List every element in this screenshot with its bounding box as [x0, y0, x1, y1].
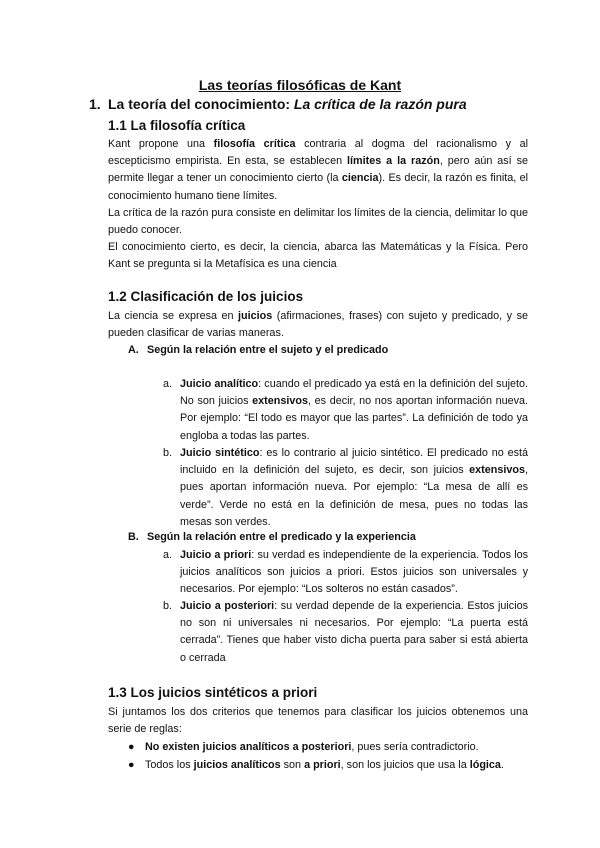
list-item-juicio-a-posteriori: b. Juicio a posteriori: su verdad depende de la experiencia. Estos juicios no son ni universales ni necesarios. Por ejemplo: “La puerta está cerrada”. Tienes que haber visto dicha puerta para saber si está abierta o cerrada — [163, 600, 528, 664]
paragraph-juicios: La ciencia se expresa en juicios (afirmaciones, frases) con sujeto y predicado, y se pueden clasificar de varias maneras. — [108, 310, 528, 340]
document-title: Las teorías filosóficas de Kant — [198, 77, 402, 93]
bullet-item-analiticos-priori: ● Todos los juicios analíticos son a priori, son los juicios que usa la lógica. — [128, 757, 528, 774]
subsection-1-1-heading: 1.1 La filosofía crítica — [108, 118, 246, 133]
section-1-heading — [89, 96, 467, 112]
paragraph-critica-razon-pura: La crítica de la razón pura consiste en delimitar los límites de la ciencia, delimitar lo que puedo conocer. — [108, 207, 528, 237]
paragraph-kant-critica: Kant propone una filosofía crítica contraria al dogma del racionalismo y al escepticismo empirista. En esta, se establecen límites a la razón, pero aún así se permite llegar a tener un conocimiento cierto (la ciencia). Es decir, la razón es finita, el conocimiento humano tiene límites. — [108, 138, 528, 202]
list-item-juicio-analitico: a. Juicio analítico: cuando el predicado ya está en la definición del sujeto. No son juicios extensivos, es decir, no nos aportan información nueva. Por ejemplo: “El todo es mayor que las partes”. La definición de todo ya engloba a todas las partes. — [163, 378, 529, 442]
subsection-1-3-heading: 1.3 Los juicios sintéticos a priori — [108, 685, 318, 700]
criterion-a-heading: A. Según la relación entre el sujeto y el predicado — [128, 344, 389, 356]
bullet-icon: ● — [128, 759, 135, 771]
list-item-juicio-a-priori: a. Juicio a priori: su verdad es independiente de la experiencia. Todos los juicios analíticos son juicios a priori. Estos juicios son universales y necesarios. Por ejemplo: “Los solteros no están casados”. — [163, 549, 528, 596]
bullet-icon: ● — [128, 741, 135, 753]
paragraph-conocimiento-cierto: El conocimiento cierto, es decir, la ciencia, abarca las Matemáticas y la Física. Pero Kant se pregunta si la Metafísica es una ciencia — [108, 241, 528, 271]
section-1-title-italic: La crítica de la razón pura — [293, 96, 467, 112]
subsection-1-2-heading: 1.2 Clasificación de los juicios — [108, 289, 304, 304]
paragraph-reglas: Si juntamos los dos criterios que tenemos para clasificar los juicios obtenemos una serie de reglas: — [108, 706, 528, 736]
section-1-number: 1. — [89, 96, 101, 112]
list-item-juicio-sintetico: b. Juicio sintético: es lo contrario al juicio sintético. El predicado no está incluido en la definición del sujeto, es decir, son juicios extensivos, pues aportan información nueva. Por ejemplo: “La mesa de allí es verde”. Verde no está en la definición de mesa, pues no todas las mesas son verdes. — [163, 447, 528, 528]
section-1-title: La teoría del conocimiento: — [108, 96, 294, 112]
criterion-b-heading: B. Según la relación entre el predicado y la experiencia — [128, 531, 416, 543]
bullet-item-analiticos-posteriori: ● No existen juicios analíticos a posteriori, pues sería contradictorio. — [128, 739, 528, 756]
